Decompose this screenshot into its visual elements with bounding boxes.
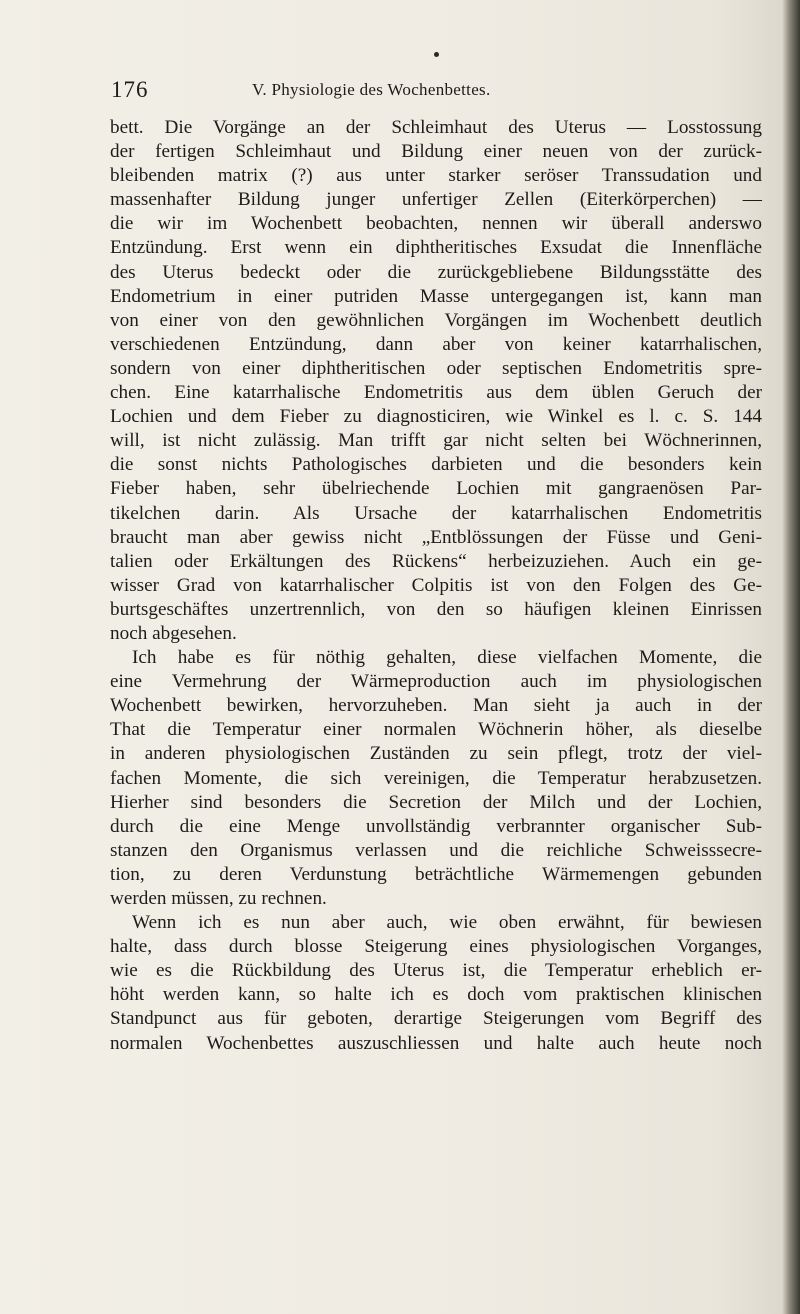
text-line: massenhafter Bildung junger unfertiger Zellen (Eiterkörperchen) — (110, 189, 762, 211)
text-line: Hierher sind besonders die Secretion der Milch und der Lochien, (110, 791, 762, 813)
paragraph-start-line: Wenn ich es nun aber auch, wie oben erwähnt, für bewiesen (132, 912, 762, 934)
text-line: bleibenden matrix (?) aus unter starker seröser Transsudation und (110, 165, 762, 187)
header-dot-mark (434, 52, 439, 57)
text-line: durch die eine Menge unvollständig verbrannter organischer Sub- (110, 815, 762, 837)
text-line: fachen Momente, die sich vereinigen, die Temperatur herabzusetzen. (110, 767, 762, 789)
text-line: That die Temperatur einer normalen Wöchnerin höher, als dieselbe (110, 719, 762, 741)
text-line: sondern von einer diphtheritischen oder septischen Endometritis spre- (110, 357, 762, 379)
text-line: wie es die Rückbildung des Uterus ist, die Temperatur erheblich er- (110, 960, 762, 982)
text-line: braucht man aber gewiss nicht „Entblössungen der Füsse und Geni- (110, 526, 762, 548)
page-edge-shadow (782, 0, 800, 1314)
page-number: 176 (111, 77, 149, 102)
text-line: wisser Grad von katarrhalischer Colpitis ist von den Folgen des Ge- (110, 574, 762, 596)
text-line: des Uterus bedeckt oder die zurückgebliebene Bildungsstätte des (110, 261, 762, 283)
text-line: Standpunct aus für geboten, derartige Steigerungen vom Begriff des (110, 1008, 762, 1030)
text-line: Entzündung. Erst wenn ein diphtheritisches Exsudat die Innenfläche (110, 237, 762, 259)
text-line: chen. Eine katarrhalische Endometritis aus dem üblen Geruch der (110, 382, 762, 404)
text-line: Fieber haben, sehr übelriechende Lochien mit gangraenösen Par- (110, 478, 762, 500)
paragraph-start-line: Ich habe es für nöthig gehalten, diese vielfachen Momente, die (132, 647, 762, 669)
text-line: burtsgeschäftes unzertrennlich, von den so häufigen kleinen Einrissen (110, 598, 762, 620)
text-line: verschiedenen Entzündung, dann aber von keiner katarrhalischen, (110, 333, 762, 355)
running-head: V. Physiologie des Wochenbettes. (252, 80, 491, 99)
text-line: will, ist nicht zulässig. Man trifft gar nicht selten bei Wöchnerinnen, (110, 430, 762, 452)
text-line: höht werden kann, so halte ich es doch vom praktischen klinischen (110, 984, 762, 1006)
text-line: halte, dass durch blosse Steigerung eines physiologischen Vorganges, (110, 936, 762, 958)
text-line: die sonst nichts Pathologisches darbieten und die besonders kein (110, 454, 762, 476)
text-line: Endometrium in einer putriden Masse untergegangen ist, kann man (110, 285, 762, 307)
text-line: bett. Die Vorgänge an der Schleimhaut des Uterus — Losstossung (110, 117, 762, 138)
text-line: die wir im Wochenbett beobachten, nennen wir überall anderswo (110, 213, 762, 235)
text-line: stanzen den Organismus verlassen und die reichliche Schweisssecre- (110, 839, 762, 861)
body-text (110, 116, 762, 1056)
text-line: von einer von den gewöhnlichen Vorgängen im Wochenbett deutlich (110, 309, 762, 331)
text-line: Wochenbett bewirken, hervorzuheben. Man sieht ja auch in der (110, 695, 762, 717)
text-line: Lochien und dem Fieber zu diagnosticiren, wie Winkel es l. c. S. 144 (110, 406, 762, 428)
text-line: in anderen physiologischen Zuständen zu sein pflegt, trotz der viel- (110, 743, 762, 765)
text-line: normalen Wochenbettes auszuschliessen und halte auch heute noch (110, 1032, 762, 1054)
text-line: tion, zu deren Verdunstung beträchtliche Wärmemengen gebunden (110, 863, 762, 885)
text-line: noch abgesehen. (110, 622, 237, 644)
text-line: talien oder Erkältungen des Rückens“ herbeizuziehen. Auch ein ge- (110, 550, 762, 572)
text-line: der fertigen Schleimhaut und Bildung einer neuen von der zurück- (110, 141, 762, 163)
text-line: eine Vermehrung der Wärmeproduction auch im physiologischen (110, 671, 762, 693)
text-line: tikelchen darin. Als Ursache der katarrhalischen Endometritis (110, 502, 762, 524)
text-line: werden müssen, zu rechnen. (110, 888, 327, 909)
